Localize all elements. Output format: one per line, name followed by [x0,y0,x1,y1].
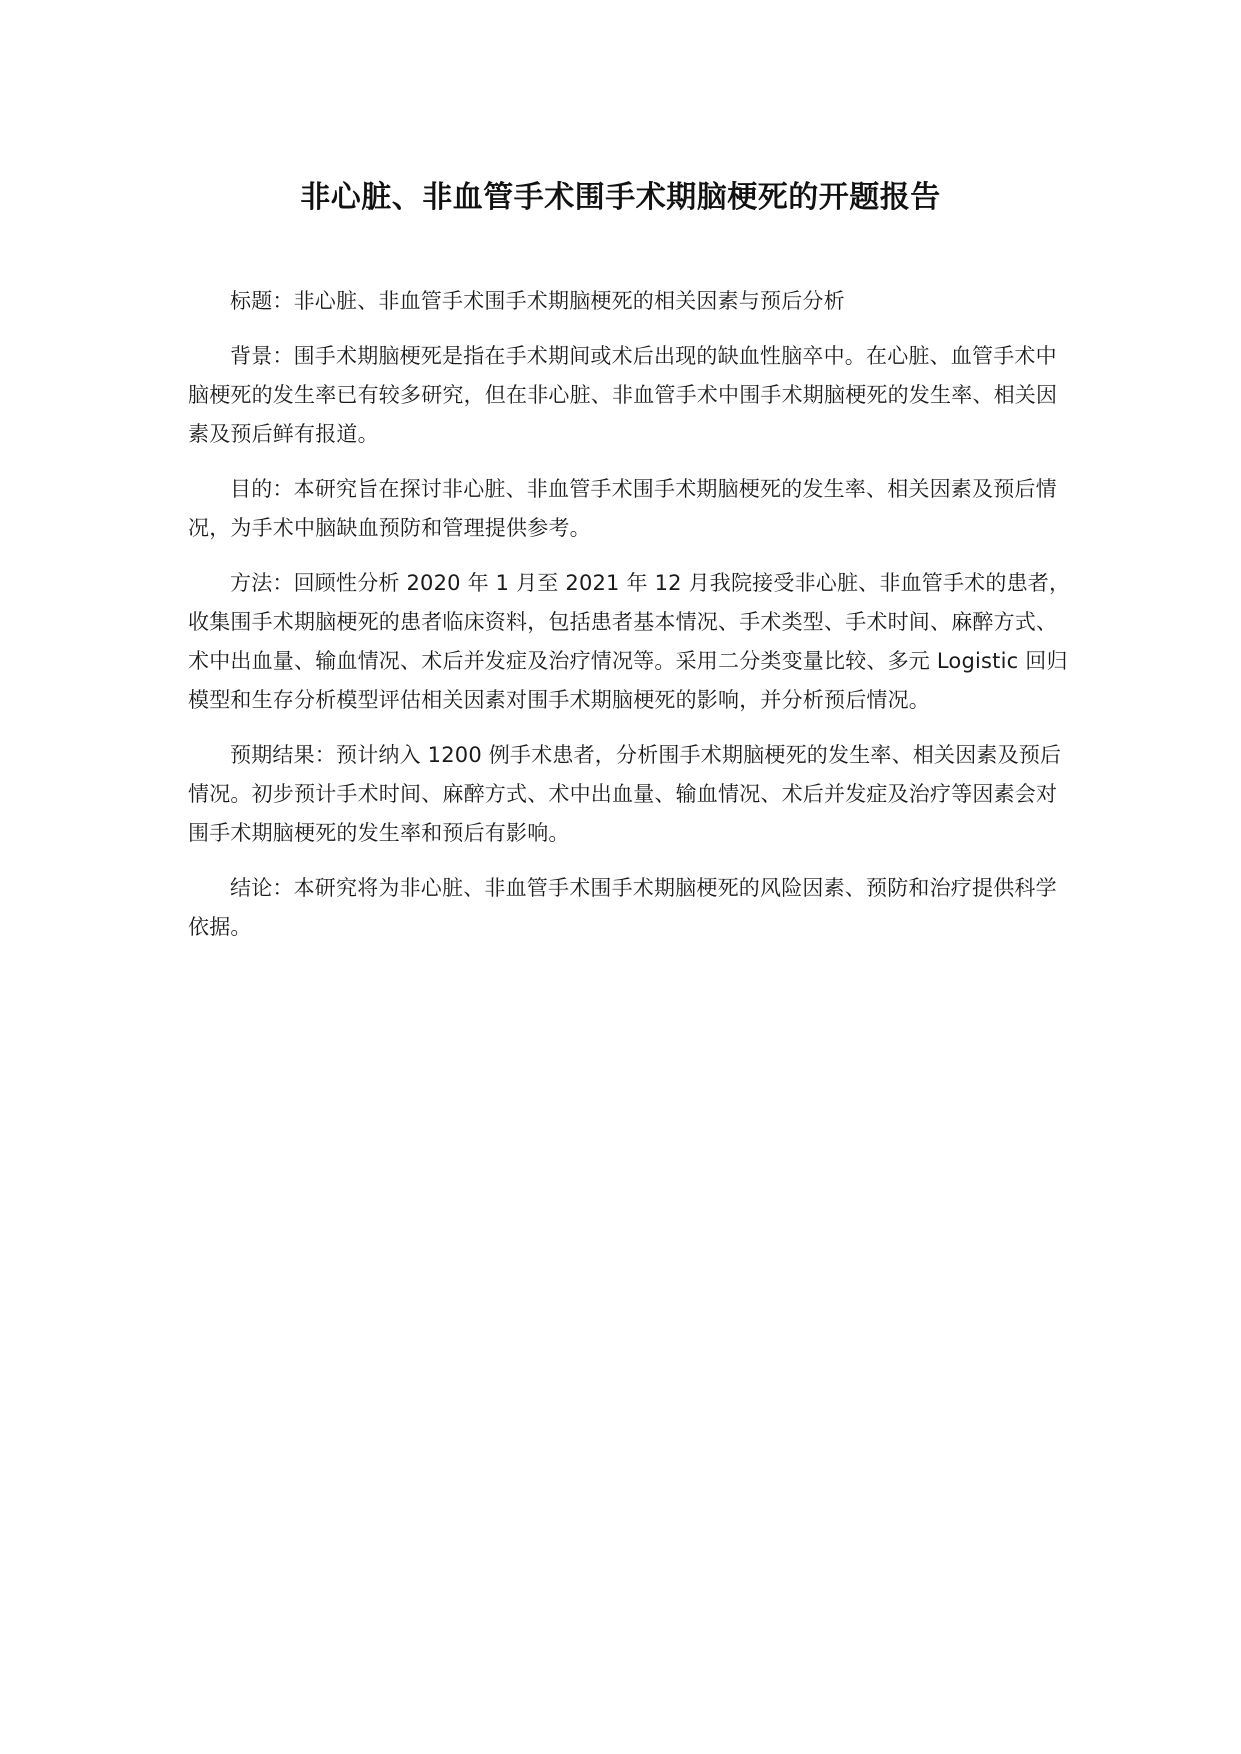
paragraph-objective: 目的：本研究旨在探讨非心脏、非血管手术围手术期脑梗死的发生率、相关因素及预后情况，为手术中脑缺血预防和管理提供参考。 [188,477,1057,540]
document-title: 非心脏、非血管手术围手术期脑梗死的开题报告 [300,180,941,215]
paragraph-title: 标题：非心脏、非血管手术围手术期脑梗死的相关因素与预后分析 [230,289,845,313]
paragraph-methods: 方法：回顾性分析 2020 年 1 月至 2021 年 12 月我院接受非心脏、非血管手术的患者，收集围手术期脑梗死的患者临床资料，包括患者基本情况、手术类型、手术时间、麻醉方式、术中出血量、输血情况、术后并发症及治疗情况等。采用二分类变量比较、多元 Logistic 回归模型和生存分析模型评估相关因素对围手术期脑梗死的影响，并分析预后情况。 [188,571,1071,712]
paragraph-background: 背景：围手术期脑梗死是指在手术期间或术后出现的缺血性脑卒中。在心脏、血管手术中脑梗死的发生率已有较多研究，但在非心脏、非血管手术中围手术期脑梗死的发生率、相关因素及预后鲜有报道。 [188,344,1058,446]
paragraph-expected-results: 预期结果：预计纳入 1200 例手术患者，分析围手术期脑梗死的发生率、相关因素及预后情况。初步预计手术时间、麻醉方式、术中出血量、输血情况、术后并发症及治疗等因素会对围手术期脑梗死的发生率和预后有影响。 [188,743,1062,845]
document-body [188,282,1076,963]
paragraph-conclusion: 结论：本研究将为非心脏、非血管手术围手术期脑梗死的风险因素、预防和治疗提供科学依据。 [188,876,1057,939]
